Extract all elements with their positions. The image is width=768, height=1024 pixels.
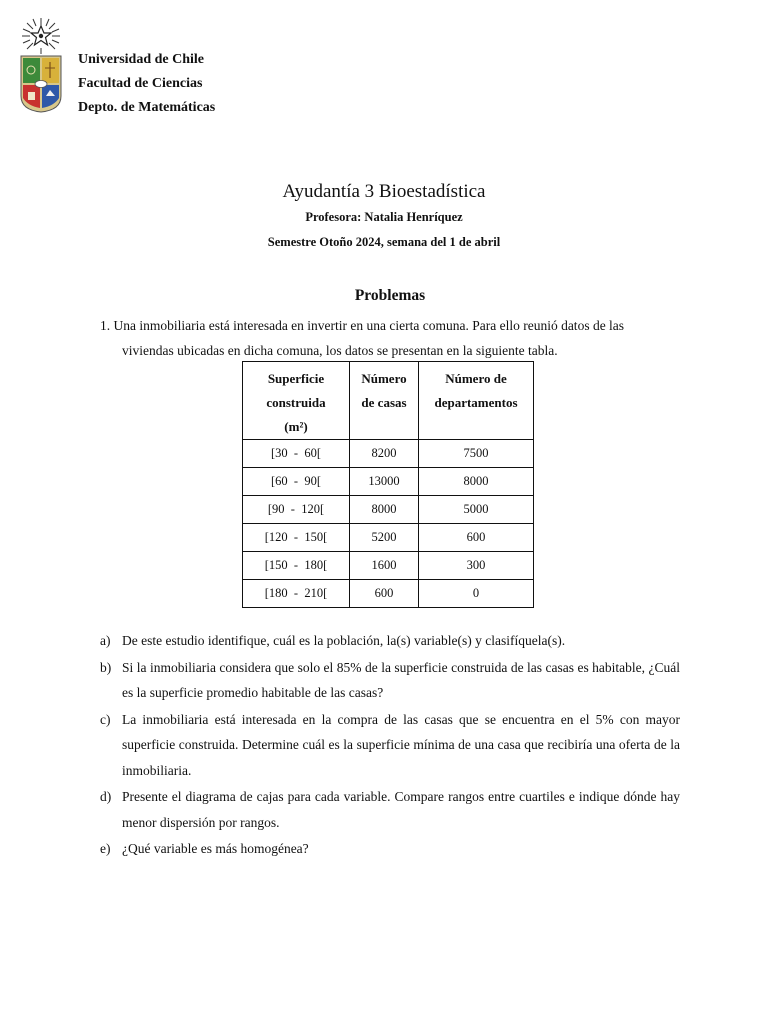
cell-range — [243, 440, 350, 468]
question-letter: c) — [100, 711, 111, 727]
cell-departamentos: 0 — [419, 580, 534, 608]
cell-departamentos: 8000 — [419, 468, 534, 496]
question-letter: b) — [100, 659, 112, 675]
header-line: departamentos — [434, 395, 518, 410]
section-title: Problemas — [354, 287, 426, 304]
question-text: Si la inmobiliaria considera que solo el 85% de la superficie construida de las casas es habitable, ¿Cuál es la superficie promedio habitable de las casas? — [122, 659, 680, 700]
question-text: Presente el diagrama de cajas para cada variable. Compare rangos entre cuartiles e indique dónde hay menor dispersión por rangos. — [122, 789, 680, 830]
problem-intro-line-2: viviendas ubicadas en dicha comuna, los datos se presentan en la siguiente tabla. — [122, 343, 558, 358]
cell-range — [243, 496, 350, 524]
department-name: Depto. de Matemáticas — [78, 100, 216, 115]
semester-line: Semestre Otoño 2024, semana del 1 de abril — [267, 235, 501, 249]
cell-departamentos: 300 — [419, 552, 534, 580]
table-row — [243, 440, 534, 468]
university-name: Universidad de Chile — [78, 52, 205, 67]
cell-casas: 600 — [350, 580, 419, 608]
question-item — [100, 836, 680, 862]
document-title: Ayudantía 3 Bioestadística — [282, 181, 486, 202]
question-text: De este estudio identifique, cuál es la población, la(s) variable(s) y clasifíquela(s). — [122, 633, 566, 648]
table-header-row — [243, 362, 534, 440]
question-list — [100, 628, 680, 863]
cell-casas: 13000 — [350, 468, 419, 496]
cell-range — [243, 524, 350, 552]
range-text: [30 - 60[ — [271, 446, 321, 460]
question-letter: a) — [100, 633, 111, 648]
cell-range — [243, 552, 350, 580]
problem-intro-line-1 — [100, 313, 680, 338]
question-item — [100, 628, 680, 654]
header-numero-casas — [350, 362, 419, 440]
table-row — [243, 580, 534, 608]
institution-header — [78, 48, 215, 120]
problem-intro — [100, 313, 680, 363]
table-row — [243, 468, 534, 496]
cell-casas: 8200 — [350, 440, 419, 468]
range-text: [90 - 120[ — [267, 502, 325, 516]
problem-number: 1. — [100, 318, 111, 333]
faculty-name: Facultad de Ciencias — [78, 76, 203, 91]
problem-intro-text-1: Una inmobiliaria está interesada en invertir en una cierta comuna. Para ello reunió datos de las — [113, 318, 625, 333]
header-numero-departamentos — [419, 362, 534, 440]
header-line: de casas — [361, 395, 407, 410]
range-text: [120 - 150[ — [264, 530, 328, 544]
header-line: construida — [266, 395, 326, 410]
table-row — [243, 496, 534, 524]
question-item — [100, 655, 680, 706]
cell-departamentos: 5000 — [419, 496, 534, 524]
cell-range — [243, 580, 350, 608]
question-text: La inmobiliaria está interesada en la compra de las casas que se encuentra en el 5% con mayor superficie construida. Determine cuál es la superficie mínima de una casa que recibiría una oferta de la inmobiliaria. — [122, 711, 680, 778]
question-letter: d) — [100, 789, 112, 804]
cell-departamentos: 7500 — [419, 440, 534, 468]
range-text: [60 - 90[ — [271, 474, 321, 488]
question-text: ¿Qué variable es más homogénea? — [122, 841, 309, 856]
cell-departamentos: 600 — [419, 524, 534, 552]
cell-casas: 5200 — [350, 524, 419, 552]
university-logo — [18, 18, 64, 114]
cell-range — [243, 468, 350, 496]
question-item — [100, 707, 680, 784]
university-crest-icon — [18, 18, 64, 114]
header-line: Número de — [445, 371, 507, 386]
data-table — [242, 361, 534, 608]
question-item — [100, 784, 680, 835]
table-row — [243, 524, 534, 552]
table-row — [243, 552, 534, 580]
range-text: [150 - 180[ — [264, 558, 328, 572]
header-line: (m²) — [284, 419, 308, 434]
range-text: [180 - 210[ — [264, 586, 328, 600]
cell-casas: 8000 — [350, 496, 419, 524]
header-superficie — [243, 362, 350, 440]
cell-casas: 1600 — [350, 552, 419, 580]
header-line: Número — [361, 371, 407, 386]
header-line: Superficie — [267, 371, 325, 386]
question-letter: e) — [100, 841, 111, 856]
professor-line: Profesora: Natalia Henríquez — [305, 210, 463, 224]
